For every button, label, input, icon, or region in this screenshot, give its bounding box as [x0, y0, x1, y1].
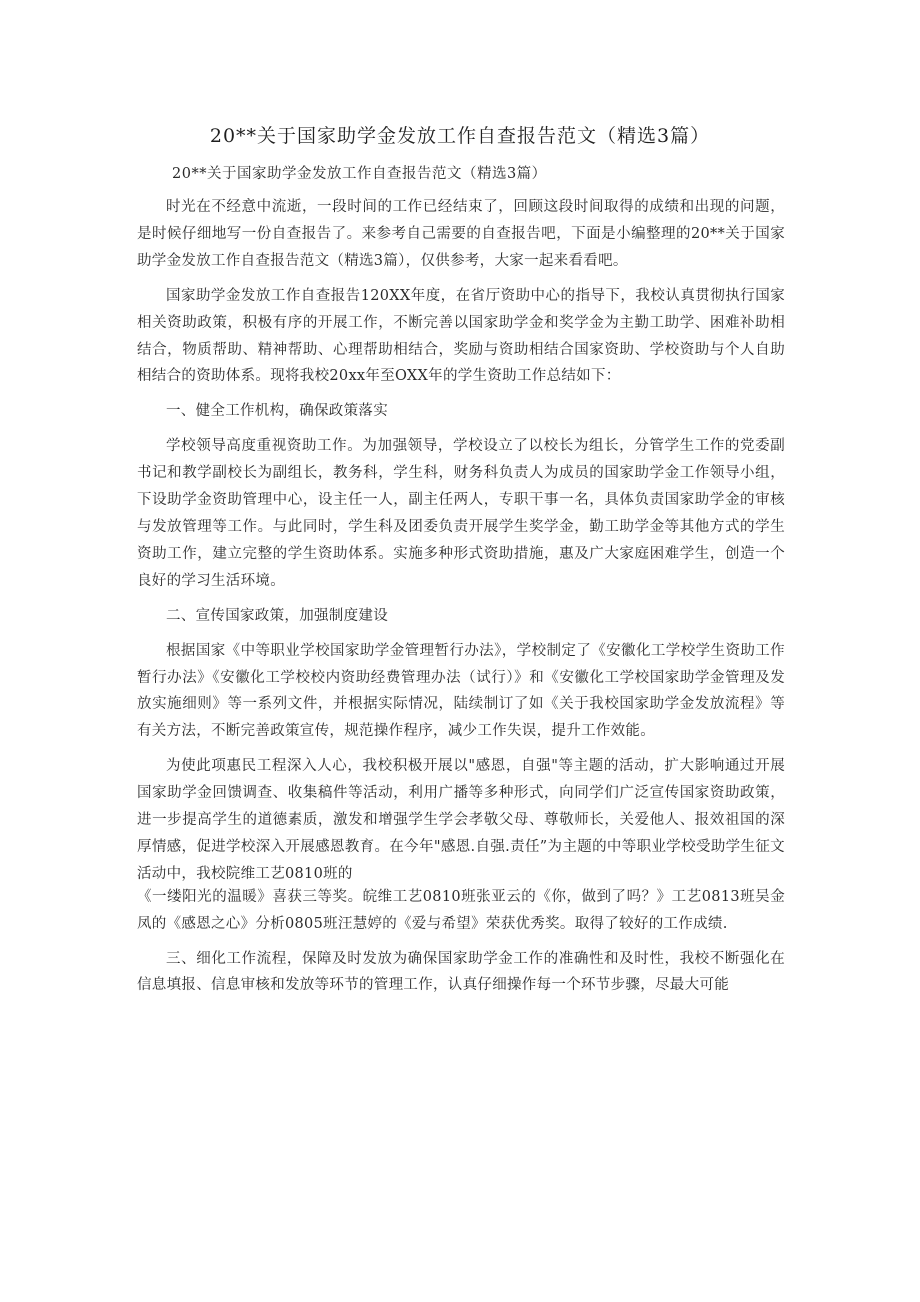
section-heading-1: 一、健全工作机构，确保政策落实 — [166, 403, 388, 420]
paragraph-intro: 时光在不经意中流逝，一段时间的工作已经结束了，回顾这段时间取得的成绩和出现的问题，是时候仔细地写一份自查报告了。来参考自己需要的自查报告吧，下面是小编整理的20**关于国家助学金发放工作自查报告范文（精选3篇），仅供参考，大家一起来看看吧。 — [137, 199, 785, 269]
paragraph-report-overview: 国家助学金发放工作自查报告120XX年度，在省厅资助中心的指导下，我校认真贯彻执行国家相关资助政策，积极有序的开展工作，不断完善以国家助学金和奖学金为主勤工助学、困难补助相结合，物质帮助、精神帮助、心理帮助相结合，奖励与资助相结合国家资助、学校资助与个人自助相结合的资助体系。现将我校20xx年至OXX年的学生资助工作总结如下： — [137, 287, 785, 385]
paragraph-policy: 根据国家《中等职业学校国家助学金管理暂行办法》，学校制定了《安徽化工学校学生资助工作暂行办法》《安徽化工学校校内资助经费管理办法（试行）》和《安徽化工学校国家助学金管理及发放实施细则》等一系列文件，并根据实际情况，陆续制订了如《关于我校国家助学金发放流程》等有关方法，不断完善政策宣传，规范操作程序，减少工作失误，提升工作效能。 — [137, 642, 785, 740]
document-subtitle: 20**关于国家助学金发放工作自查报告范文（精选3篇） — [172, 166, 547, 182]
section-heading-2: 二、宣传国家政策，加强制度建设 — [166, 607, 388, 624]
paragraph-workflow: 三、细化工作流程，保障及时发放为确保国家助学金工作的准确性和及时性，我校不断强化在信息填报、信息审核和发放等环节的管理工作，认真仔细操作每一个环节步骤，尽最大可能 — [137, 950, 785, 994]
paragraph-gratitude-campaign: 为使此项惠民工程深入人心，我校积极开展以"感恩，自强"等主题的活动，扩大影响通过开展国家助学金回馈调查、收集稿件等活动，利用广播等多种形式，向同学们广泛宣传国家资助政策，进一步提高学生的道德素质，激发和增强学生学会孝敬父母、尊敬师长，关爱他人、报效祖国的深厚情感，促进学校深入开展感恩教育。在今年"感恩.自强.责任”为主题的中等职业学校受助学生征文活动中，我校院维工艺0810班的 — [137, 758, 785, 882]
paragraph-awards: 《一缕阳光的温暖》喜获三等奖。皖维工艺0810班张亚云的《你，做到了吗？》工艺0813班吴金凤的《感恩之心》分析0805班汪慧婷的《爱与希望》荣获优秀奖。取得了较好的工作成绩. — [137, 888, 785, 932]
document-title: 20**关于国家助学金发放工作自查报告范文（精选3篇） — [209, 125, 711, 147]
paragraph-organization: 学校领导高度重视资助工作。为加强领导，学校设立了以校长为组长，分管学生工作的党委副书记和教学副校长为副组长，教务科，学生科，财务科负责人为成员的国家助学金工作领导小组，下设助学金资助管理中心，设主任一人，副主任两人，专职干事一名，具体负责国家助学金的审核与发放管理等工作。与此同时，学生科及团委负责开展学生奖学金，勤工助学金等其他方式的学生资助工作，建立完整的学生资助体系。实施多种形式资助措施，惠及广大家庭困难学生，创造一个良好的学习生活环境。 — [137, 438, 785, 589]
document-body — [137, 194, 785, 1007]
